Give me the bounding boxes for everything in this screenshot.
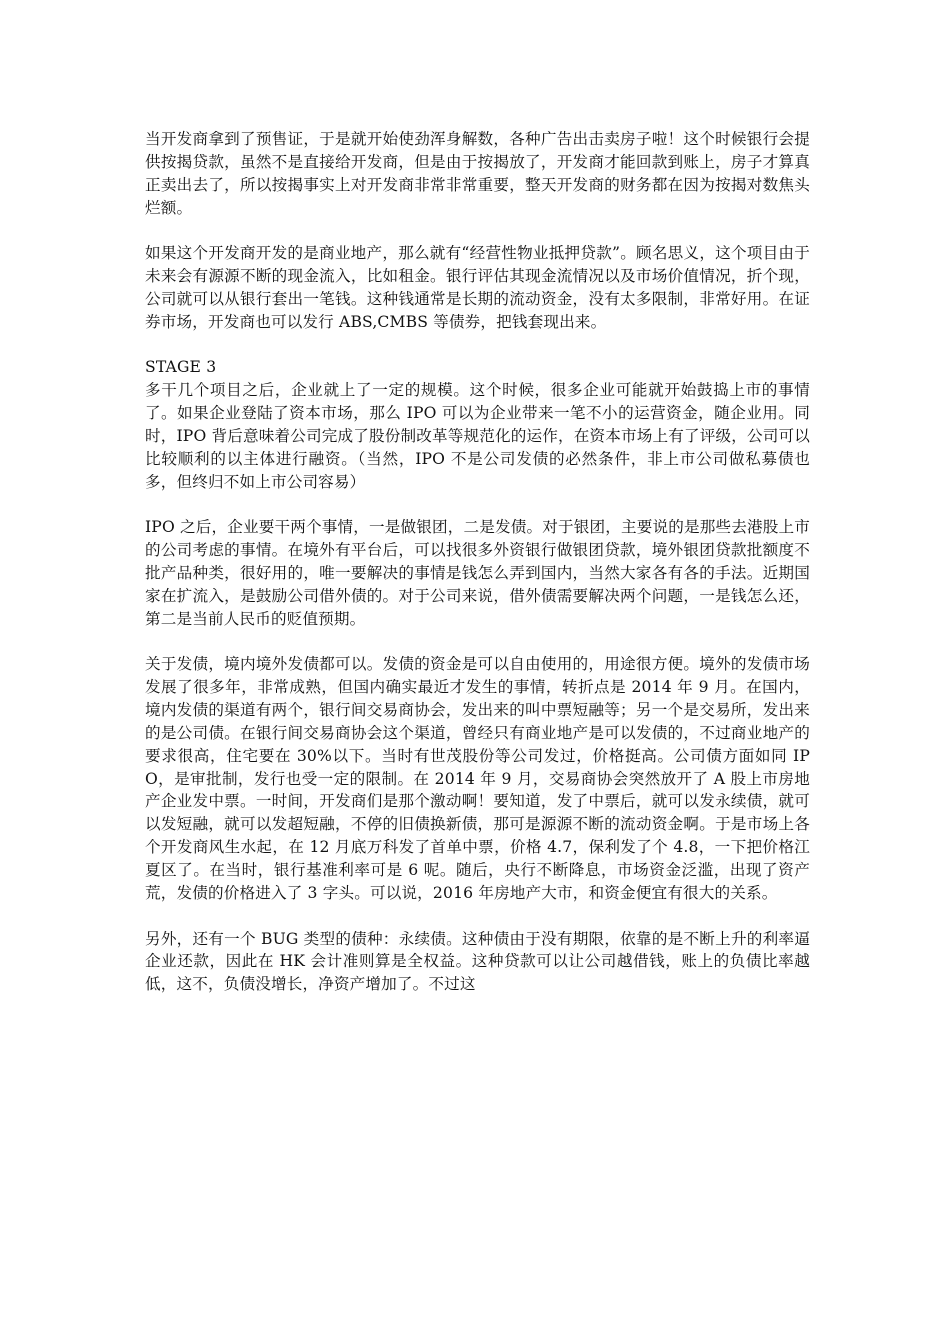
document-body xyxy=(145,128,810,1019)
paragraph-ipo: 多干几个项目之后，企业就上了一定的规模。这个时候，很多企业可能就开始鼓捣上市的事情了。如果企业登陆了资本市场，那么 IPO 可以为企业带来一笔不小的运营资金，随企业用。同时，IPO 背后意味着公司完成了股份制改革等规范化的运作，在资本市场上有了评级，公司可以比较顺利的以主体进行融资。（当然，IPO 不是公司发债的必然条件，非上市公司做私募债也多，但终归不如上市公司容易） xyxy=(145,381,810,491)
paragraph-syndicated-loan: IPO 之后，企业要干两个事情，一是做银团，二是发债。对于银团，主要说的是那些去港股上市的公司考虑的事情。在境外有平台后，可以找很多外资银行做银团贷款，境外银团贷款批额度不批产品种类，很好用的，唯一要解决的事情是钱怎么弄到国内，当然大家各有各的手法。近期国家在扩流入，是鼓励公司借外债的。对于公司来说，借外债需要解决两个问题，一是钱怎么还，第二是当前人民币的贬值预期。 xyxy=(145,518,810,628)
paragraph-commercial-property-loan: 如果这个开发商开发的是商业地产，那么就有“经营性物业抵押贷款”。顾名思义，这个项目由于未来会有源源不断的现金流入，比如租金。银行评估其现金流情况以及市场价值情况，折个现，公司就可以从银行套出一笔钱。这种钱通常是长期的流动资金，没有太多限制，非常好用。在证券市场，开发商也可以发行 ABS,CMBS 等债券，把钱套现出来。 xyxy=(145,244,810,331)
paragraph-bond-issuance: 关于发债，境内境外发债都可以。发债的资金是可以自由使用的，用途很方便。境外的发债市场发展了很多年，非常成熟，但国内确实最近才发生的事情，转折点是 2014 年 9 月。在国内，境内发债的渠道有两个，银行间交易商协会，发出来的叫中票短融等；另一个是交易所，发出来的是公司债。在银行间交易商协会这个渠道，曾经只有商业地产是可以发债的，不过商业地产的要求很高，住宅要在 30%以下。当时有世茂股份等公司发过，价格挺高。公司债方面如同 IPO，是审批制，发行也受一定的限制。在 2014 年 9 月，交易商协会突然放开了 A 股上市房地产企业发中票。一时间，开发商们是那个激动啊！要知道，发了中票后，就可以发永续债，就可以发短融，就可以发超短融，不停的旧债换新债，那可是源源不断的流动资金啊。于是市场上各个开发商风生水起，在 12 月底万科发了首单中票，价格 4.7，保利发了个 4.8，一下把价格江夏区了。在当时，银行基准利率可是 6 呢。随后，央行不断降息，市场资金泛滥，出现了资产荒，发债的价格进入了 3 字头。可以说，2016 年房地产大市，和资金便宜有很大的关系。 xyxy=(145,655,810,902)
paragraph-perpetual-bond: 另外，还有一个 BUG 类型的债种：永续债。这种债由于没有期限，依靠的是不断上升的利率逼企业还款，因此在 HK 会计准则算是全权益。这种贷款可以让公司越借钱，账上的负债比率越低，这不，负债没增长，净资产增加了。不过这 xyxy=(145,929,810,994)
paragraph-presale-mortgage: 当开发商拿到了预售证，于是就开始使劲浑身解数，各种广告出击卖房子啦！这个时候银行会提供按揭贷款，虽然不是直接给开发商，但是由于按揭放了，开发商才能回款到账上，房子才算真正卖出去了，所以按揭事实上对开发商非常非常重要，整天开发商的财务都在因为按揭对数焦头烂额。 xyxy=(145,130,810,217)
section-heading-stage-3: STAGE 3 xyxy=(145,358,217,377)
